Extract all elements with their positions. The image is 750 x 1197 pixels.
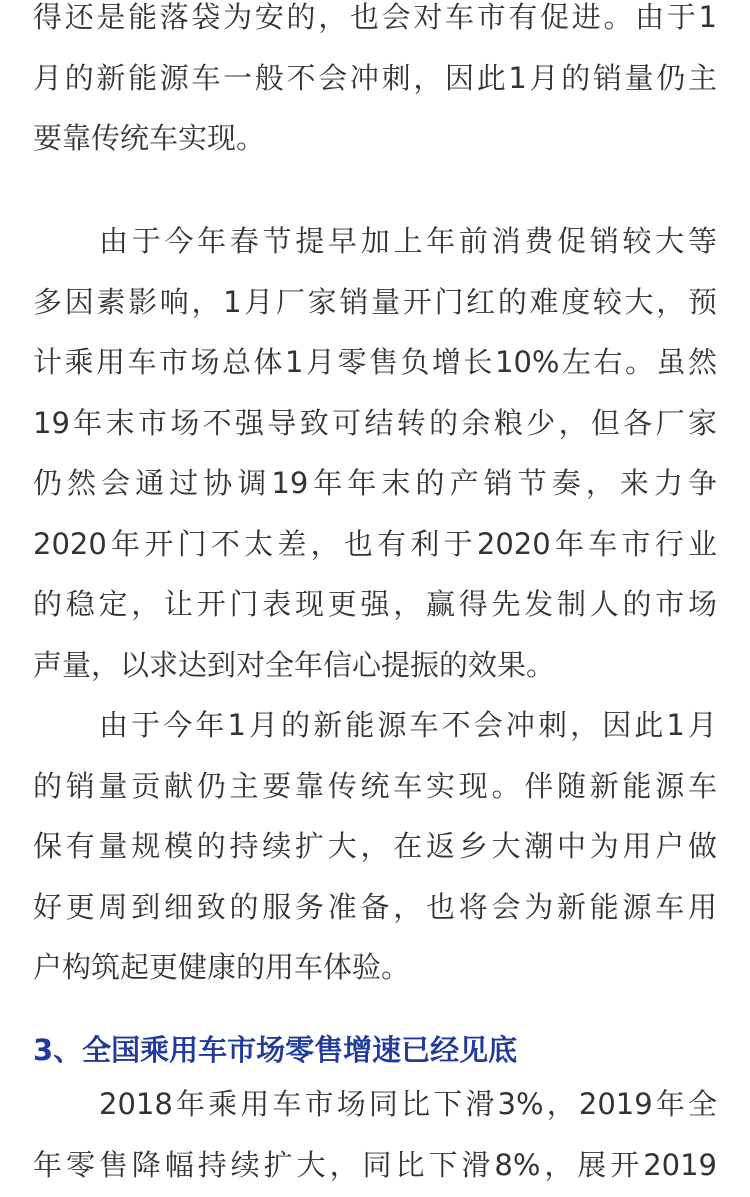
text-line: 由于今年春节提早加上年前消费促销较大等 bbox=[99, 224, 717, 258]
text-line: 的稳定，让开门表现更强，赢得先发制人的市场 bbox=[33, 587, 717, 621]
text-line: 得还是能落袋为安的，也会对车市有促进。由于1 bbox=[33, 0, 717, 34]
text-line: 好更周到细致的服务准备，也将会为新能源车用 bbox=[33, 889, 717, 924]
text-line: 声量，以求达到对全年信心提振的效果。 bbox=[33, 647, 556, 682]
paragraph-3 bbox=[33, 695, 717, 998]
text-line: 月的新能源车一般不会冲刺，因此1月的销量仍主 bbox=[33, 60, 717, 95]
text-line: 19年末市场不强导致可结转的余粮少，但各厂家 bbox=[33, 405, 717, 440]
text-line: 年零售降幅持续扩大，同比下滑8%，展开2019 bbox=[33, 1147, 717, 1182]
text-line: 多因素影响，1月厂家销量开门红的难度较大，预 bbox=[33, 284, 717, 319]
text-line: 保有量规模的持续扩大，在返乡大潮中为用户做 bbox=[33, 829, 717, 863]
paragraph-4 bbox=[33, 1074, 717, 1195]
section-heading: 3、全国乘用车市场零售增速已经见底 bbox=[33, 1033, 518, 1067]
text-line: 由于今年1月的新能源车不会冲刺，因此1月 bbox=[99, 708, 717, 742]
text-line: 2018年乘用车市场同比下滑3%，2019年全 bbox=[99, 1087, 717, 1121]
text-line: 仍然会通过协调19年年末的产销节奏，来力争 bbox=[33, 466, 717, 500]
paragraph-1 bbox=[33, 0, 717, 169]
text-line: 2020年开门不太差，也有利于2020年车市行业 bbox=[33, 526, 717, 561]
text-line: 的销量贡献仍主要靠传统车实现。伴随新能源车 bbox=[33, 768, 717, 803]
paragraph-2 bbox=[33, 211, 717, 695]
text-line: 户构筑起更健康的用车体验。 bbox=[33, 950, 411, 984]
text-line: 要靠传统车实现。 bbox=[33, 121, 266, 155]
text-line: 计乘用车市场总体1月零售负增长10%左右。虽然 bbox=[33, 345, 717, 379]
